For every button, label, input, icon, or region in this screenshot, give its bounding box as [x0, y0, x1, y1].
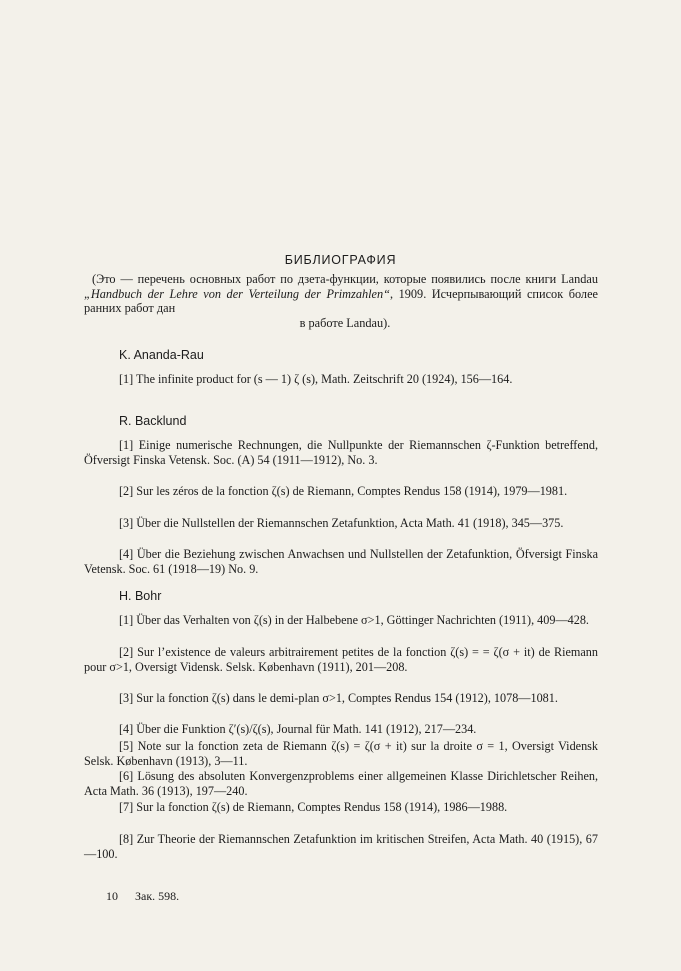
- bibliography-entry: [2] Sur les zéros de la fonction ζ(s) de Riemann, Comptes Rendus 158 (1914), 1979—1981.: [119, 484, 568, 498]
- author-heading: K. Ananda-Rau: [119, 348, 204, 362]
- print-note: Зак. 598.: [135, 889, 180, 903]
- bibliography-entry: [1] Einige numerische Rechnungen, die Nullpunkte der Riemannschen ζ-Funktion betreffend, Öfversigt Finska Vetensk. Soc. (A) 54 (1911—1912), No. 3.: [84, 438, 598, 467]
- page-title: БИБЛИОГРАФИЯ: [284, 253, 397, 267]
- page-number: 10: [106, 889, 118, 903]
- bibliography-entry: [4] Über die Funktion ζ′(s)/ζ(s), Journal für Math. 141 (1912), 217—234.: [119, 722, 477, 736]
- bibliography-entry: [8] Zur Theorie der Riemannschen Zetafunktion im kritischen Streifen, Acta Math. 40 (1915), 67—100.: [84, 832, 598, 861]
- bibliography-entry: [7] Sur la fonction ζ(s) de Riemann, Comptes Rendus 158 (1914), 1986—1988.: [119, 800, 508, 814]
- bibliography-entry: [3] Sur la fonction ζ(s) dans le demi-plan σ>1, Comptes Rendus 154 (1912), 1078—1081.: [119, 691, 558, 705]
- intro-last-line: в работе Landau).: [299, 315, 391, 330]
- bibliography-entry: [1] Über das Verhalten von ζ(s) in der Halbebene σ>1, Göttinger Nachrichten (1911), 409—428.: [119, 613, 589, 627]
- bibliography-entry: [5] Note sur la fonction zeta de Riemann ζ(s) = ζ(σ + it) sur la droite σ = 1, Oversigt Vidensk Selsk. København (1913), 3—11.: [84, 739, 598, 768]
- bibliography-entry: [1] The infinite product for (s — 1) ζ (s), Math. Zeitschrift 20 (1924), 156—164.: [119, 372, 513, 386]
- intro-paragraph: [84, 272, 598, 330]
- bibliography-entry: [4] Über die Beziehung zwischen Anwachsen und Nullstellen der Zetafunktion, Öfversigt Finska Vetensk. Soc. 61 (1918—19) No. 9.: [84, 547, 598, 576]
- page-footer: [106, 889, 193, 904]
- author-heading: H. Bohr: [119, 589, 162, 603]
- bibliography-entry: [2] Sur l’existence de valeurs arbitrairement petites de la fonction ζ(s) = = ζ(σ + it) de Riemann pour σ>1, Oversigt Vidensk. Selsk. København (1911), 201—208.: [84, 645, 598, 674]
- bibliography-entry: [6] Lösung des absoluten Konvergenzproblems einer allgemeinen Klasse Dirichletscher Reihen, Acta Math. 36 (1913), 197—240.: [84, 769, 598, 798]
- intro-prefix: (Это — перечень основных работ по дзета-функции, которые появились после книги Landau: [92, 272, 598, 286]
- author-heading: R. Backlund: [119, 414, 187, 428]
- intro-book-title: „Handbuch der Lehre von der Verteilung der Primzahlen“: [84, 286, 390, 301]
- intro-suffix: , 1909. Исчерпывающий список более ранних работ дан: [84, 286, 598, 316]
- bibliography-entry: [3] Über die Nullstellen der Riemannschen Zetafunktion, Acta Math. 41 (1918), 345—375.: [119, 516, 564, 530]
